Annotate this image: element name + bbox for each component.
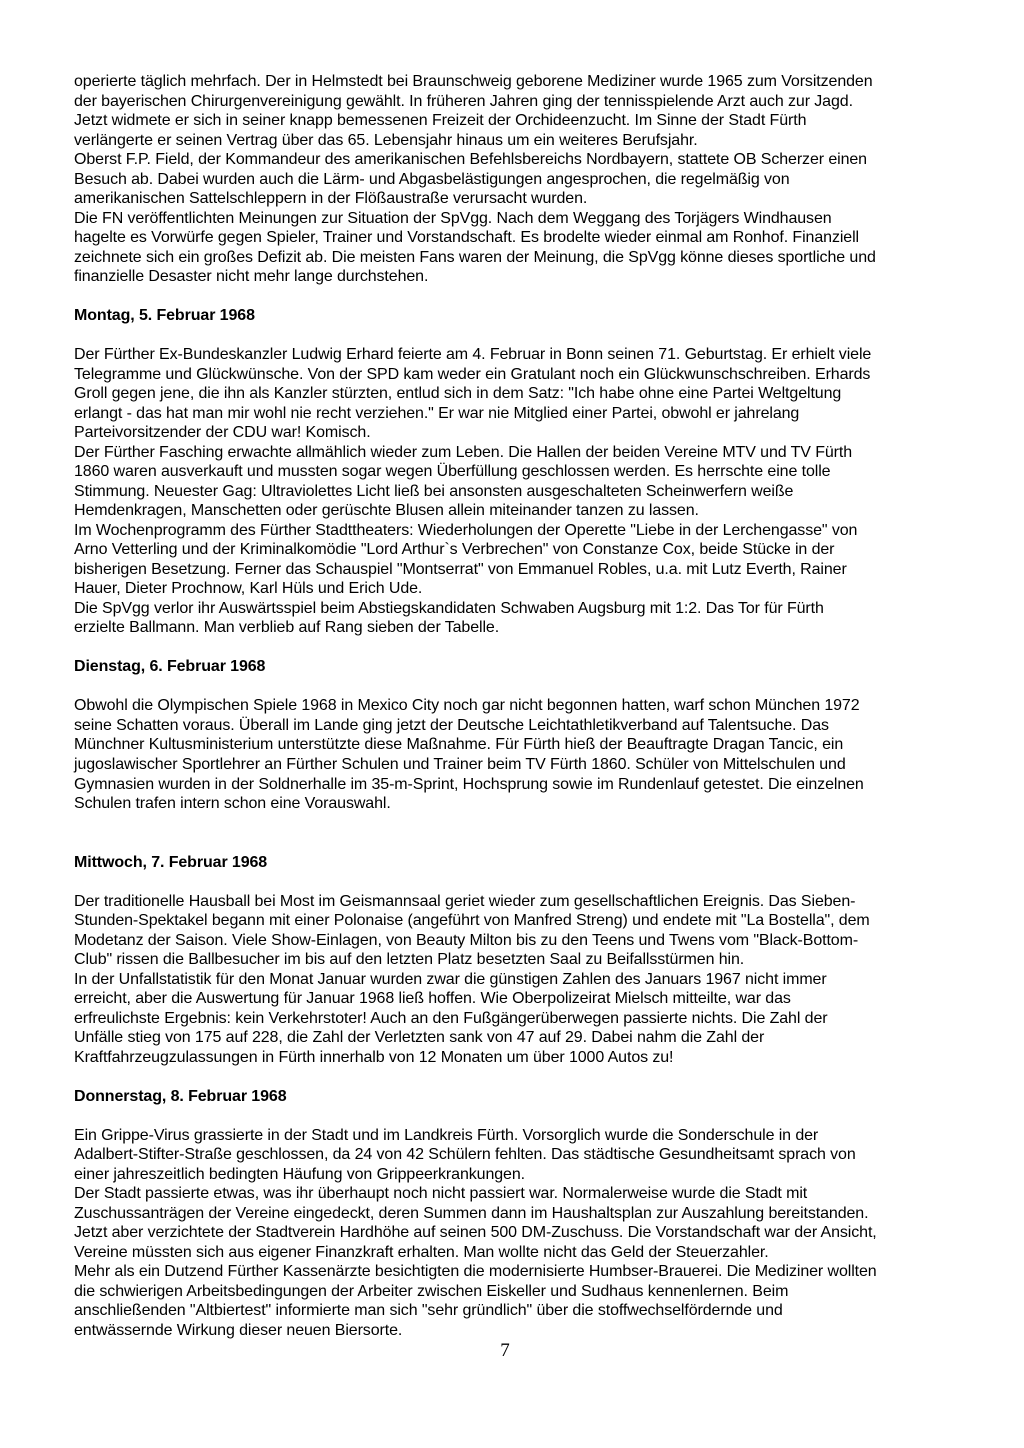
page-number: 7 bbox=[500, 1340, 510, 1361]
text-line: Der traditionelle Hausball bei Most im Geismannsaal geriet wieder zum gesellschaftlichen Ereignis. Das Sieben- bbox=[74, 892, 856, 910]
text-line: Kraftfahrzeugzulassungen in Fürth innerhalb von 12 Monaten um über 1000 Autos zu! bbox=[74, 1048, 674, 1066]
blank-line bbox=[74, 287, 964, 307]
text-line: Donnerstag, 8. Februar 1968 bbox=[74, 1087, 287, 1105]
text-line: Vereine müssten sich aus eigener Finanzkraft erhalten. Man wollte nicht das Geld der Steuerzahler. bbox=[74, 1243, 769, 1261]
text-line: finanzielle Desaster nicht mehr lange durchstehen. bbox=[74, 268, 429, 286]
text-line: Schulen trafen intern schon eine Vorauswahl. bbox=[74, 795, 391, 813]
text-line: 1860 waren ausverkauft und mussten sogar wegen Überfüllung geschlossen werden. Es herrschte eine tolle bbox=[74, 463, 831, 481]
text-line: Münchner Kultusministerium unterstützte diese Maßnahme. Für Fürth hieß der Beauftragte Dragan Tancic, ein bbox=[74, 736, 844, 754]
date-heading bbox=[74, 853, 964, 873]
text-line: die schwierigen Arbeitsbedingungen der Arbeiter zwischen Eiskeller und Sudhaus kennenlernen. Beim bbox=[74, 1282, 789, 1300]
text-line: der bayerischen Chirurgenvereinigung gewählt. In früheren Jahren ging der tennisspielende Arzt auch zur Jagd. bbox=[74, 92, 853, 110]
text-line: Jetzt widmete er sich in seiner knapp bemessenen Freizeit der Orchideenzucht. Im Sinne der Stadt Fürth bbox=[74, 112, 807, 130]
blank-line bbox=[74, 814, 964, 834]
paragraph bbox=[74, 599, 964, 638]
text-line: Besuch ab. Dabei wurden auch die Lärm- und Abgasbelästigungen angesprochen, die regelmäßig von bbox=[74, 170, 790, 188]
paragraph bbox=[74, 209, 964, 287]
blank-line bbox=[74, 1106, 964, 1126]
text-line: Unfälle stieg von 175 auf 228, die Zahl der Verletzten sank von 47 auf 29. Dabei nahm die Zahl der bbox=[74, 1029, 765, 1047]
blank-line bbox=[74, 677, 964, 697]
paragraph bbox=[74, 1184, 964, 1262]
paragraph bbox=[74, 892, 964, 970]
text-line: verlängerte er seinen Vertrag über das 65. Lebensjahr hinaus um ein weiteres Berufsjahr. bbox=[74, 131, 698, 149]
blank-line bbox=[74, 326, 964, 346]
text-line: Die FN veröffentlichten Meinungen zur Situation der SpVgg. Nach dem Weggang des Torjägers Windhausen bbox=[74, 209, 832, 227]
text-line: Hemdenkragen, Manschetten oder gerüschte Blusen allein miteinander tanzen zu lassen. bbox=[74, 502, 699, 520]
text-line: Zuschussanträgen der Vereine eingedeckt, deren Summen dann im Haushaltsplan zur Auszahlung bereitstanden. bbox=[74, 1204, 869, 1222]
text-line: Die SpVgg verlor ihr Auswärtsspiel beim Abstiegskandidaten Schwaben Augsburg mit 1:2. Das Tor für Fürth bbox=[74, 599, 824, 617]
text-line: zeichnete sich ein großes Defizit ab. Die meisten Fans waren der Meinung, die SpVgg könne dieses sportliche und bbox=[74, 248, 876, 266]
text-line: Stimmung. Neuester Gag: Ultraviolettes Licht ließ bei ansonsten ausgeschalteten Scheinwerfern weiße bbox=[74, 482, 794, 500]
blank-line bbox=[74, 833, 964, 853]
text-line: Der Stadt passierte etwas, was ihr überhaupt noch nicht passiert war. Normalerweise wurde die Stadt mit bbox=[74, 1185, 808, 1203]
text-line: anschließenden "Altbiertest" informierte man sich "sehr gründlich" über die stoffwechselfördernde und bbox=[74, 1302, 783, 1320]
text-line: Montag, 5. Februar 1968 bbox=[74, 307, 255, 325]
paragraph bbox=[74, 345, 964, 443]
text-line: Der Fürther Fasching erwachte allmählich wieder zum Leben. Die Hallen der beiden Vereine MTV und TV Fürth bbox=[74, 443, 853, 461]
text-line: Gymnasien wurden in der Soldnerhalle im 35-m-Sprint, Hochsprung sowie im Rundenlauf getestet. Die einzelnen bbox=[74, 775, 864, 793]
text-line: Der Fürther Ex-Bundeskanzler Ludwig Erhard feierte am 4. Februar in Bonn seinen 71. Geburtstag. Er erhielt viele bbox=[74, 346, 872, 364]
paragraph bbox=[74, 72, 964, 150]
text-line: Ein Grippe-Virus grassierte in der Stadt und im Landkreis Fürth. Vorsorglich wurde die Sonderschule in der bbox=[74, 1126, 819, 1144]
text-line: Club" rissen die Ballbesucher im bis auf den letzten Platz besetzten Saal zu Beifallsstürmen hin. bbox=[74, 951, 745, 969]
date-heading bbox=[74, 306, 964, 326]
paragraph bbox=[74, 521, 964, 599]
text-line: Modetanz der Saison. Viele Show-Einlagen, von Beauty Milton bis zu den Teens und Twens vom "Black-Bottom- bbox=[74, 931, 859, 949]
text-line: Groll gegen jene, die ihn als Kanzler stürzten, entlud sich in dem Satz: "Ich habe ohne eine Partei Weltgeltung bbox=[74, 385, 842, 403]
paragraph bbox=[74, 1126, 964, 1185]
text-line: erfreulichste Ergebnis: kein Verkehrstoter! Auch an den Fußgängerüberwegen passierte nichts. Die Zahl der bbox=[74, 1009, 828, 1027]
paragraph bbox=[74, 1262, 964, 1340]
text-line: Parteivorsitzender der CDU war! Komisch. bbox=[74, 424, 371, 442]
text-line: Jetzt aber verzichtete der Stadtverein Hardhöhe auf seinen 500 DM-Zuschuss. Die Vorstandschaft war der Ansicht, bbox=[74, 1224, 877, 1242]
text-line: jugoslawischer Sportlehrer an Fürther Schulen und Trainer beim TV Fürth 1860. Schüler von Mittelschulen und bbox=[74, 755, 846, 773]
text-line: Adalbert-Stifter-Straße geschlossen, da 24 von 42 Schülern fehlten. Das städtische Gesundheitsamt sprach von bbox=[74, 1146, 856, 1164]
text-line: Oberst F.P. Field, der Kommandeur des amerikanischen Befehlsbereichs Nordbayern, stattete OB Scherzer einen bbox=[74, 151, 867, 169]
text-line: erreicht, aber die Auswertung für Januar 1968 ließ hoffen. Wie Oberpolizeirat Mielsch mitteilte, war das bbox=[74, 990, 791, 1008]
date-heading bbox=[74, 1087, 964, 1107]
text-line: erlangt - das hat man mir wohl nie recht verziehen." Er war nie Mitglied einer Partei, obwohl er jahrelang bbox=[74, 404, 800, 422]
text-line: seine Schatten voraus. Überall im Lande ging jetzt der Deutsche Leichtathletikverband auf Talentsuche. Das bbox=[74, 716, 829, 734]
text-line: Obwohl die Olympischen Spiele 1968 in Mexico City noch gar nicht begonnen hatten, warf schon München 1972 bbox=[74, 697, 860, 715]
text-line: Dienstag, 6. Februar 1968 bbox=[74, 658, 266, 676]
text-line: Im Wochenprogramm des Fürther Stadttheaters: Wiederholungen der Operette "Liebe in der Lerchengasse" von bbox=[74, 521, 858, 539]
paragraph bbox=[74, 970, 964, 1068]
blank-line bbox=[74, 1067, 964, 1087]
text-line: entwässernde Wirkung dieser neuen Biersorte. bbox=[74, 1321, 403, 1339]
document-body bbox=[74, 72, 964, 1340]
paragraph bbox=[74, 696, 964, 813]
text-line: Arno Vetterling und der Kriminalkomödie "Lord Arthur`s Verbrechen" von Constanze Cox, beide Stücke in der bbox=[74, 541, 835, 559]
blank-line bbox=[74, 872, 964, 892]
blank-line bbox=[74, 638, 964, 658]
text-line: Mehr als ein Dutzend Fürther Kassenärzte besichtigten die modernisierte Humbser-Brauerei. Die Mediziner wollten bbox=[74, 1263, 877, 1281]
text-line: erzielte Ballmann. Man verblieb auf Rang sieben der Tabelle. bbox=[74, 619, 500, 637]
text-line: amerikanischen Sattelschleppern in der Flößaustraße verursacht wurden. bbox=[74, 190, 588, 208]
text-line: Telegramme und Glückwünsche. Von der SPD kam weder ein Gratulant noch ein Glückwunschschreiben. Erhards bbox=[74, 365, 871, 383]
text-line: Stunden-Spektakel begann mit einer Polonaise (angeführt von Manfred Streng) und endete mit "La Bostella", dem bbox=[74, 912, 870, 930]
text-line: Hauer, Dieter Prochnow, Karl Hüls und Erich Ude. bbox=[74, 580, 423, 598]
paragraph bbox=[74, 150, 964, 209]
text-line: Mittwoch, 7. Februar 1968 bbox=[74, 853, 268, 871]
text-line: operierte täglich mehrfach. Der in Helmstedt bei Braunschweig geborene Mediziner wurde 1965 zum Vorsitzenden bbox=[74, 73, 873, 90]
text-line: einer jahreszeitlich bedingten Häufung von Grippeerkrankungen. bbox=[74, 1165, 525, 1183]
text-line: hagelte es Vorwürfe gegen Spieler, Trainer und Vorstandschaft. Es brodelte wieder einmal am Ronhof. Finanziell bbox=[74, 229, 860, 247]
paragraph bbox=[74, 443, 964, 521]
date-heading bbox=[74, 657, 964, 677]
text-line: bisherigen Besetzung. Ferner das Schauspiel "Montserrat" von Emmanuel Robles, u.a. mit Lutz Everth, Rainer bbox=[74, 560, 847, 578]
text-line: In der Unfallstatistik für den Monat Januar wurden zwar die günstigen Zahlen des Januars 1967 nicht immer bbox=[74, 970, 827, 988]
